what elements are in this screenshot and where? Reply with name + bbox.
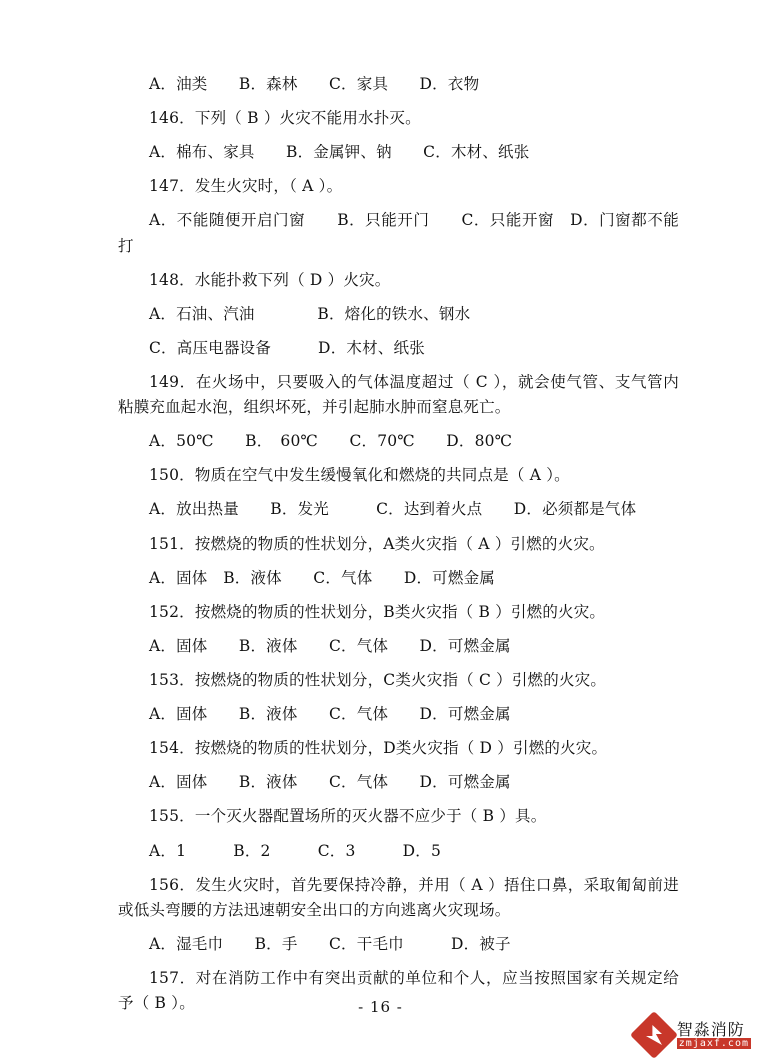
answer-options: A．固体 B．液体 C．气体 D．可燃金属 — [149, 636, 511, 655]
question-item: 153．按燃烧的物质的性状划分，C类火灾指（ C ）引燃的火灾。 — [149, 670, 607, 689]
question-item: 147．发生火灾时，（ A ）。 — [149, 177, 343, 196]
flame-logo-icon — [630, 1011, 678, 1059]
answer-options: C．高压电器设备 D．木材、纸张 — [149, 338, 425, 357]
answer-options: A．湿毛巾 B．手 C．干毛巾 D．被子 — [149, 934, 511, 953]
question-item: 157．对在消防工作中有突出贡献的单位和个人，应当按照国家有关规定给予（ B ）。 — [118, 968, 679, 1013]
answer-options: A．石油、汽油 B．熔化的铁水、钢水 — [149, 304, 471, 323]
answer-options: A．固体 B．液体 C．气体 D．可燃金属 — [149, 705, 511, 724]
question-item: 148．水能扑救下列（ D ）火灾。 — [149, 270, 391, 289]
answer-options: A．油类 B．森林 C．家具 D．衣物 — [149, 75, 480, 93]
question-item: 152．按燃烧的物质的性状划分，B类火灾指（ B ）引燃的火灾。 — [149, 602, 606, 621]
watermark-text — [677, 1021, 751, 1050]
question-item: 155．一个灭火器配置场所的灭火器不应少于（ B ）具。 — [149, 807, 547, 826]
document-body — [118, 72, 679, 1016]
watermark-title: 智淼消防 — [676, 1019, 745, 1039]
question-item: 156．发生火灾时，首先要保持冷静，并用（ A ）捂住口鼻，采取匍匐前进或低头弯腰的方法迅速朝安全出口的方向逃离火灾现场。 — [118, 875, 679, 919]
answer-options: A．固体 B．液体 C．气体 D．可燃金属 — [149, 773, 511, 792]
answer-options: A．棉布、家具 B．金属钾、钠 C．木材、纸张 — [149, 143, 530, 162]
answer-options: A．不能随便开启门窗 B．只能开门 C．只能开窗 D．门窗都不能打 — [118, 211, 679, 255]
question-item: 149．在火场中，只要吸入的气体温度超过（ C ），就会使气管、支气管内粘膜充血起水泡，组织坏死，并引起肺水肿而窒息死亡。 — [118, 372, 679, 417]
answer-options: A．50℃ B． 60℃ C．70℃ D．80℃ — [149, 432, 513, 451]
question-item: 146．下列（ B ）火灾不能用水扑灭。 — [149, 109, 421, 128]
page-number: - 16 - — [358, 998, 403, 1016]
answer-options: A．固体 B．液体 C．气体 D．可燃金属 — [149, 568, 495, 587]
watermark — [637, 1018, 751, 1052]
question-item: 154．按燃烧的物质的性状划分，D类火灾指（ D ）引燃的火灾。 — [149, 739, 608, 758]
question-item: 150．物质在空气中发生缓慢氧化和燃烧的共同点是（ A ）。 — [149, 466, 570, 485]
question-item: 151．按燃烧的物质的性状划分，A类火灾指（ A ）引燃的火灾。 — [149, 534, 605, 553]
answer-options: A．放出热量 B．发光 C．达到着火点 D．必须都是气体 — [149, 500, 637, 519]
watermark-subtitle: zmjaxf.com — [678, 1038, 749, 1050]
answer-options: A．1 B．2 C．3 D．5 — [149, 841, 442, 860]
